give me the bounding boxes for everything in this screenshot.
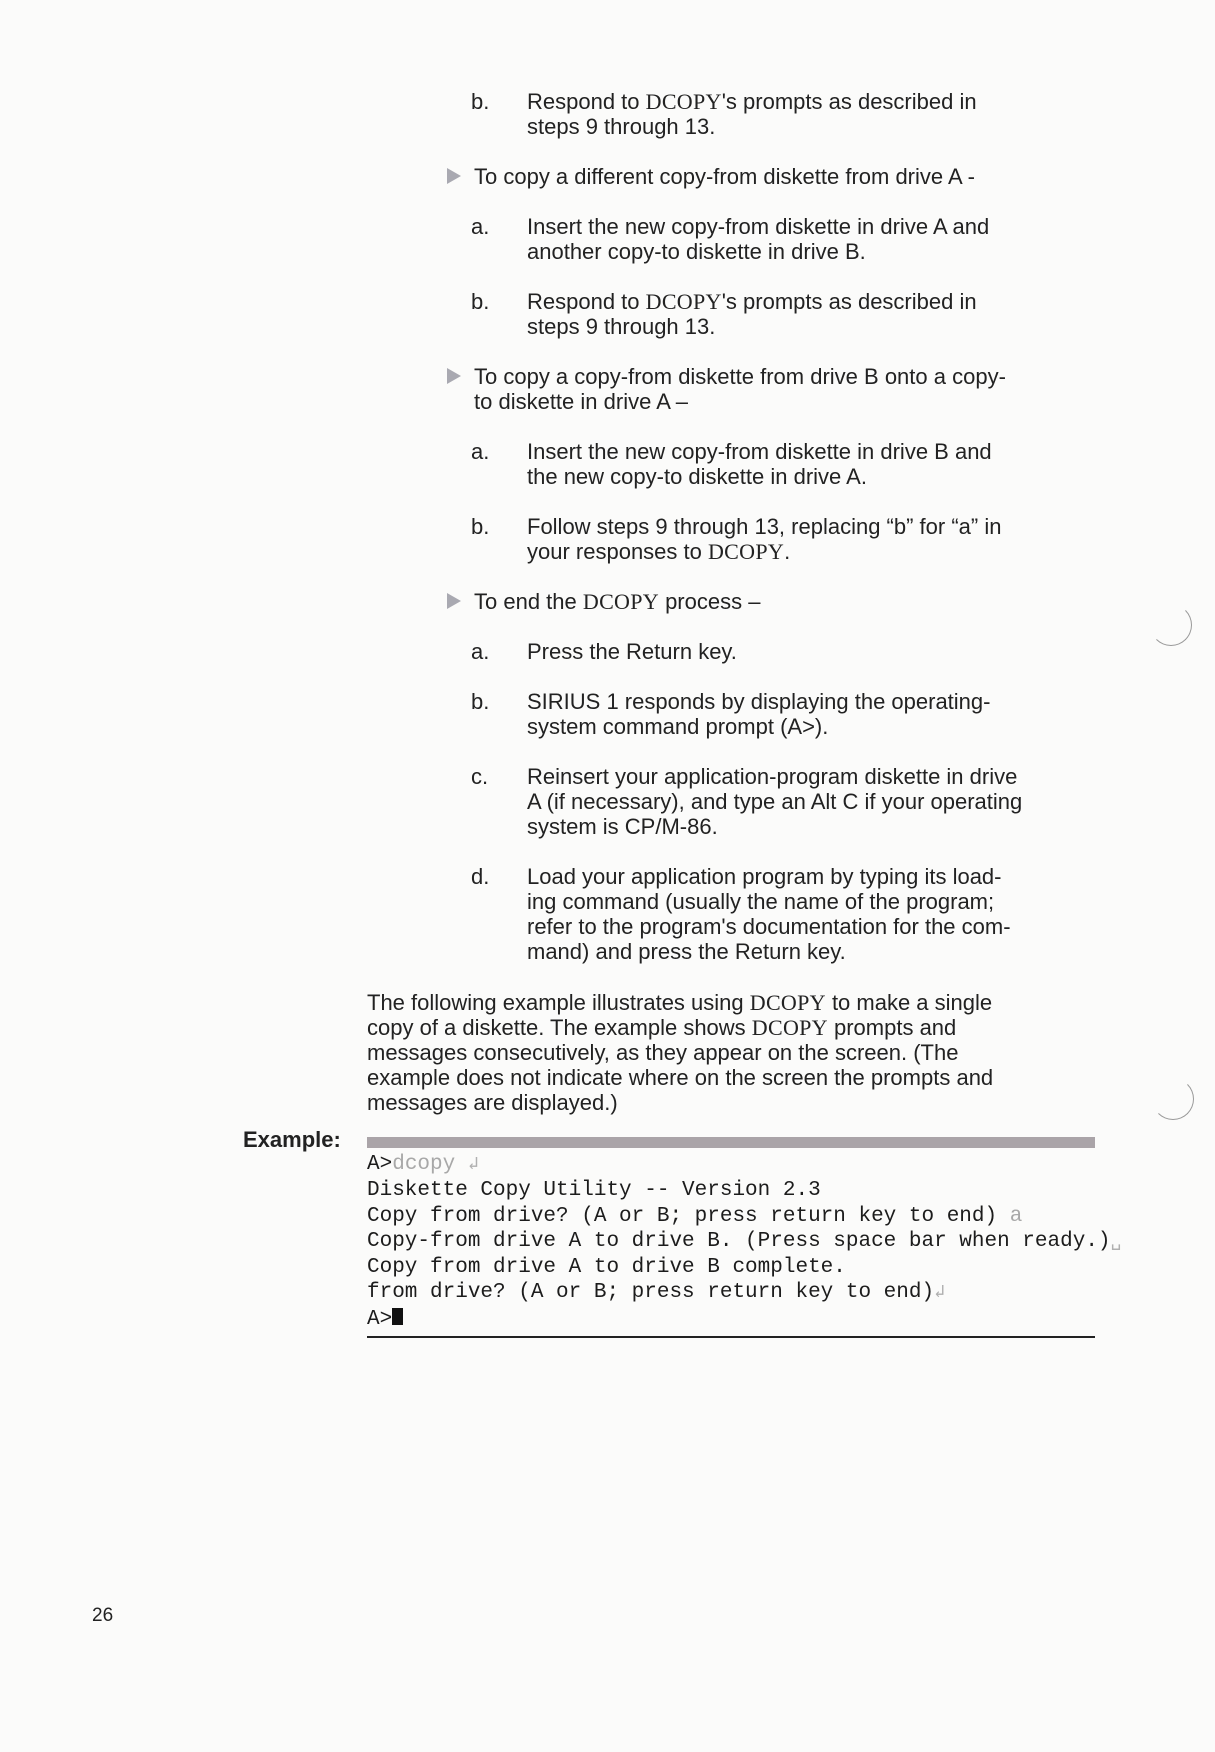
typed-drive: a [1009,1204,1023,1228]
step-text [527,689,1087,739]
heading-line: To copy a different copy-from diskette from drive A - [474,164,975,189]
procedure-heading [474,364,1074,414]
intro-line: copy of a diskette. The example shows DCOPY prompts and [367,1015,957,1040]
return-key-icon: ↲ [934,1283,945,1304]
step-line: ing command (usually the name of the program; [527,889,995,914]
terminal-line: Copy-from drive A to drive B. (Press space bar when ready.) [367,1229,1111,1253]
terminal-prompt: A> [367,1153,393,1176]
step-line: Follow steps 9 through 13, replacing “b” for “a” in [527,514,1002,539]
intro-line: messages are displayed.) [367,1090,618,1115]
step-marker: d. [471,864,490,889]
step-marker: b. [471,289,490,314]
bullet-arrow-icon [447,368,461,384]
step-line: another copy-to diskette in drive B. [527,239,866,264]
step-marker: b. [471,689,490,714]
terminal-example [367,1152,1121,1332]
step-text [527,864,1087,964]
step-marker: c. [471,764,489,789]
intro-line: messages consecutively, as they appear on the screen. (The [367,1040,959,1065]
heading-line: to diskette in drive A – [474,389,689,414]
binder-hole-icon [1150,604,1192,646]
bullet-arrow-icon [447,168,461,184]
step-line: steps 9 through 13. [527,314,716,339]
step-line: SIRIUS 1 responds by displaying the operating- [527,689,991,714]
step-marker: b. [471,514,490,539]
step-line: steps 9 through 13. [527,114,716,139]
terminal-prompt: A> [367,1307,393,1331]
step-text [527,439,1087,489]
step-text [527,89,1087,139]
terminal-line: Copy from drive A to drive B complete. [367,1256,846,1280]
bullet-arrow-icon [447,593,461,609]
step-line: system command prompt (A>). [527,714,829,739]
intro-line: example does not indicate where on the screen the prompts and [367,1065,994,1090]
page-number: 26 [92,1605,114,1626]
return-key-icon: ↲ [467,1155,479,1175]
space-key-icon: ␣ [1110,1231,1122,1252]
step-text [527,764,1087,839]
example-intro [367,990,1087,1115]
step-line: your responses to DCOPY. [527,539,791,564]
step-text [527,639,1087,664]
step-line: system is CP/M-86. [527,814,718,839]
step-line: Respond to DCOPY's prompts as described in [527,289,977,314]
heading-line: To end the DCOPY process – [474,589,761,614]
cursor-icon [392,1308,403,1325]
procedure-heading [474,589,1074,614]
step-text [527,514,1087,564]
step-marker: a. [471,439,490,464]
step-text [527,214,1087,264]
typed-command: dcopy [392,1153,456,1176]
step-line: Reinsert your application-program diskette in drive [527,764,1018,789]
step-marker: a. [471,639,490,664]
step-marker: b. [471,89,490,114]
example-bottom-rule [367,1336,1095,1338]
step-line: A (if necessary), and type an Alt C if your operating [527,789,1023,814]
step-line: Insert the new copy-from diskette in drive B and [527,439,992,464]
step-line: Respond to DCOPY's prompts as described in [527,89,977,114]
example-top-bar [367,1137,1095,1148]
example-label: Example: [243,1127,341,1152]
step-line: refer to the program's documentation for the com- [527,914,1011,939]
terminal-line: Diskette Copy Utility -- Version 2.3 [367,1179,821,1203]
terminal-line: from drive? (A or B; press return key to end) [367,1281,935,1305]
intro-line: The following example illustrates using DCOPY to make a single [367,990,993,1015]
step-line: the new copy-to diskette in drive A. [527,464,867,489]
step-marker: a. [471,214,490,239]
binder-hole-icon [1152,1078,1194,1120]
step-text [527,289,1087,339]
heading-line: To copy a copy-from diskette from drive B onto a copy- [474,364,1006,389]
terminal-line: Copy from drive? (A or B; press return key to end) [367,1204,998,1228]
step-line: Insert the new copy-from diskette in drive A and [527,214,990,239]
step-line: Press the Return key. [527,639,737,664]
procedure-heading [474,164,1074,189]
step-line: Load your application program by typing its load- [527,864,1002,889]
step-line: mand) and press the Return key. [527,939,846,964]
